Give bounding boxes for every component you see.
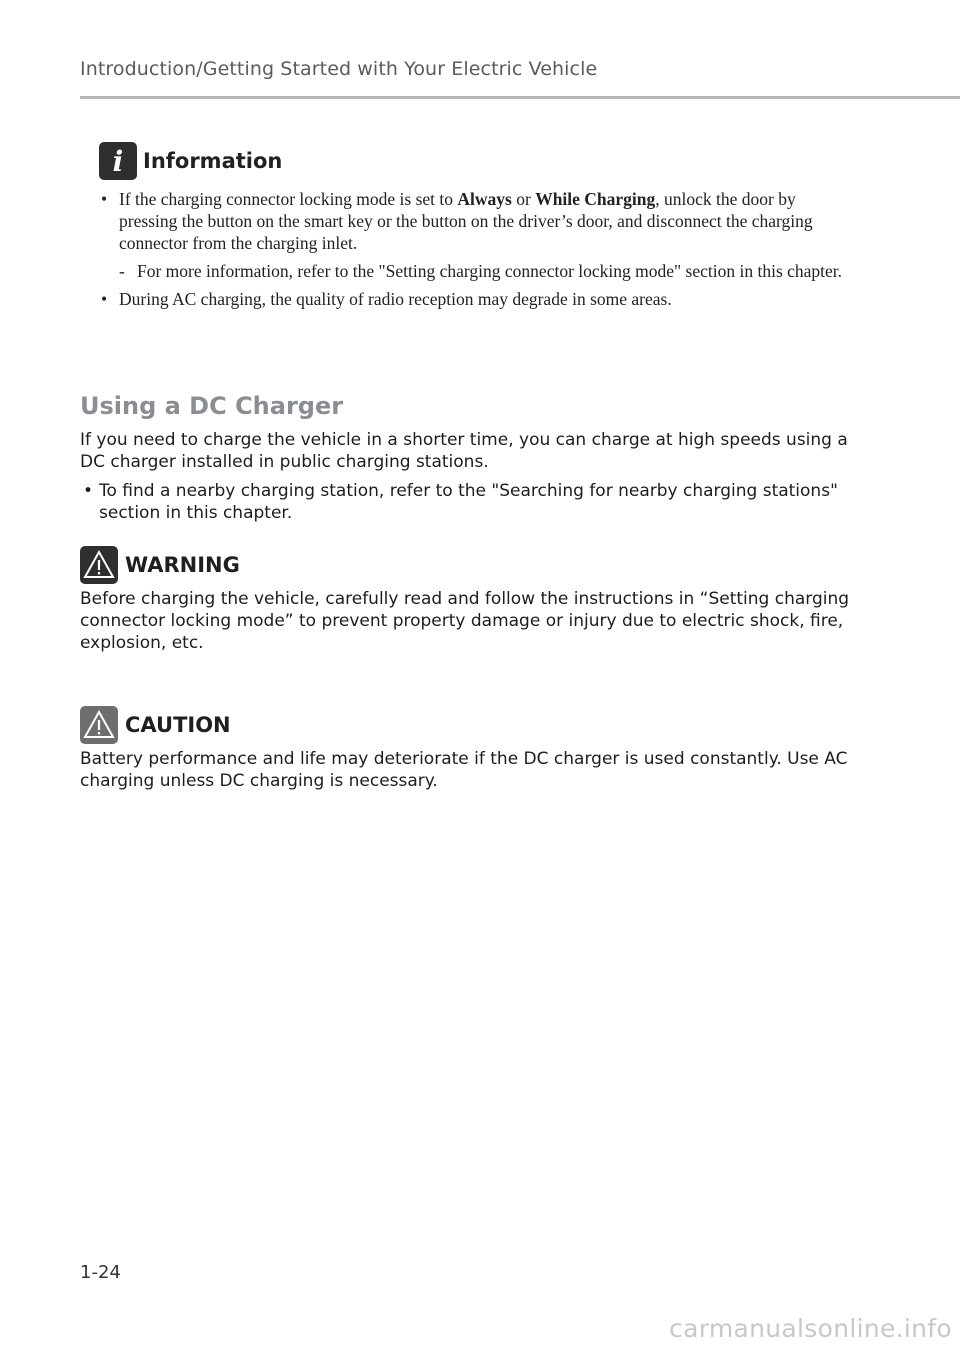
warning-heading	[80, 546, 855, 584]
caution-heading	[80, 706, 855, 744]
caution-label: CAUTION	[125, 713, 231, 737]
caution-box	[80, 706, 855, 792]
warning-label: WARNING	[125, 553, 240, 577]
section-bullet: • To find a nearby charging station, refer to the "Searching for nearby charging stations" section in this chapter.	[80, 480, 850, 524]
warning-triangle-icon	[80, 546, 118, 584]
information-list	[99, 188, 849, 310]
header-rule	[80, 96, 960, 99]
information-text: If the charging connector locking mode is set to	[119, 189, 458, 209]
section-body	[80, 429, 850, 524]
information-text: , unlock the door by pressing the button on the smart key or the button on the driver’s door, and disconnect the charging connector from the charging inlet.	[119, 189, 813, 253]
section-bullets	[80, 480, 850, 524]
information-sub-item	[119, 260, 849, 282]
information-item-locking-mode	[99, 188, 849, 282]
caution-text: Battery performance and life may deteriorate if the DC charger is used constantly. Use AC charging unless DC charging is necessary.	[80, 749, 848, 791]
locking-mode-always: Always	[457, 189, 512, 209]
section-title: Using a DC Charger	[80, 392, 344, 420]
information-box	[99, 142, 849, 316]
information-heading	[99, 142, 849, 180]
warning-box	[80, 546, 855, 654]
information-item-radio: • During AC charging, the quality of radio reception may degrade in some areas.	[99, 288, 849, 310]
sub-item-text: For more information, refer to the "Setting charging connector locking mode" section in this chapter.	[137, 261, 843, 281]
information-title: Information	[143, 149, 283, 173]
section-paragraph: If you need to charge the vehicle in a shorter time, you can charge at high speeds using a DC charger installed in public charging stations.	[80, 430, 848, 472]
locking-mode-while-charging: While Charging	[535, 189, 656, 209]
watermark: carmanualsonline.info	[669, 1314, 952, 1343]
caution-triangle-icon	[80, 706, 118, 744]
information-text: or	[511, 189, 536, 209]
page-number: 1-24	[80, 1262, 121, 1283]
running-header: Introduction/Getting Started with Your Electric Vehicle	[80, 58, 598, 80]
warning-text: Before charging the vehicle, carefully read and follow the instructions in “Setting charging connector locking mode” to prevent property damage or injury due to electric shock, fire, explosion, etc.	[80, 589, 850, 653]
sub-item-dash: -	[119, 261, 125, 281]
info-icon: i	[99, 142, 137, 180]
